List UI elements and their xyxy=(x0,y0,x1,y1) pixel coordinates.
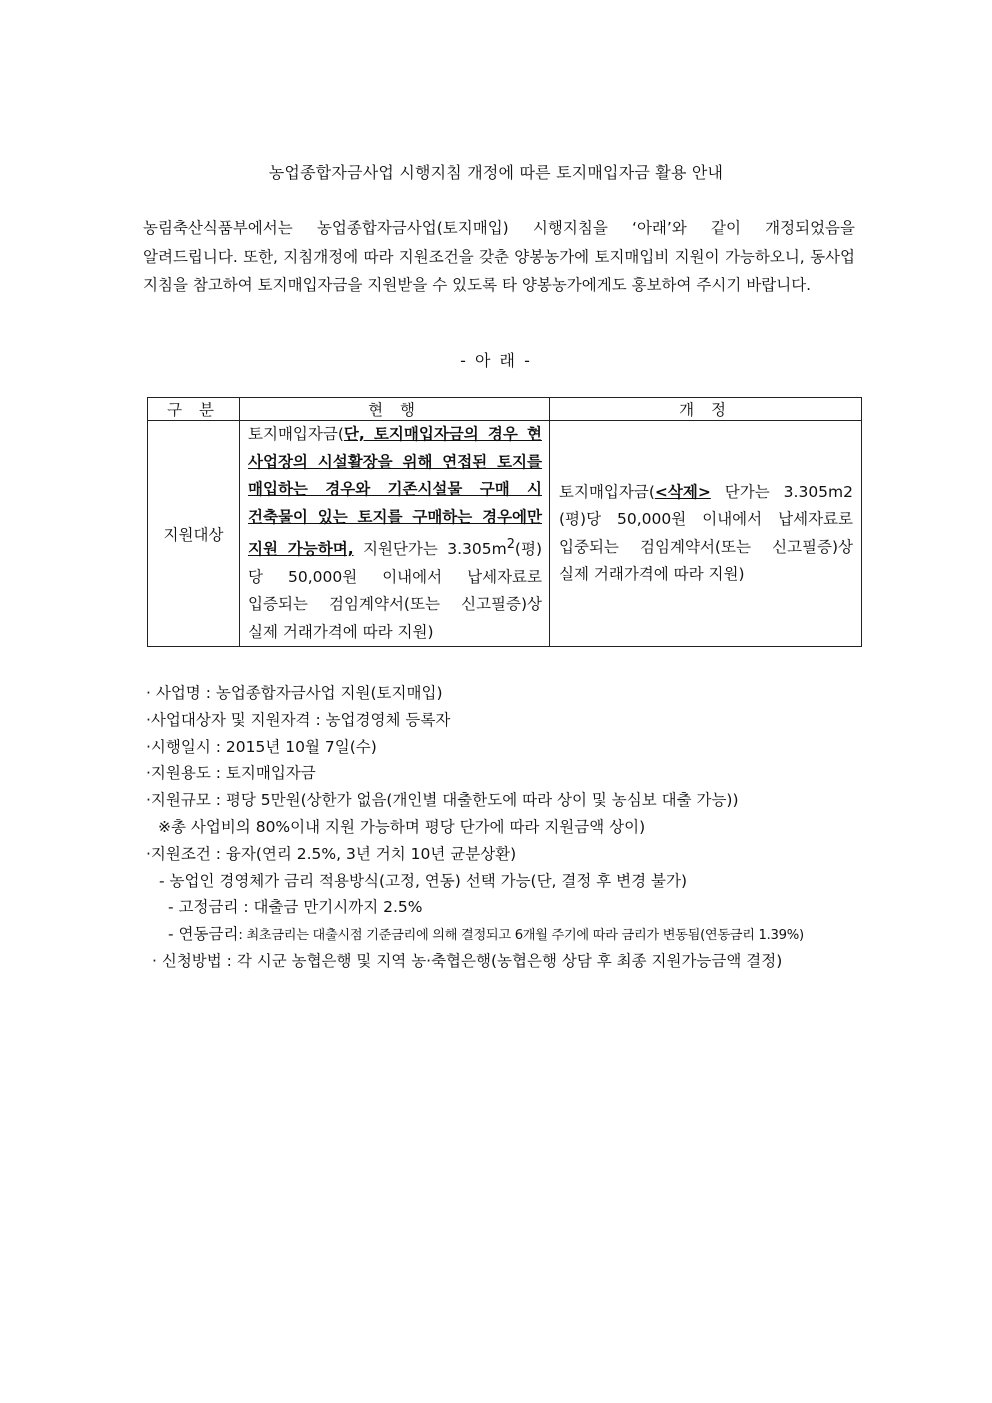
header-current: 현 행 xyxy=(240,398,550,421)
header-revised: 개 정 xyxy=(550,398,862,421)
info-rate-choice: - 농업인 경영체가 금리 적용방식(고정, 연동) 선택 가능(단, 결정 후 변경 불가) xyxy=(159,871,688,890)
current-text-superscript: 2 xyxy=(506,537,515,552)
revised-deleted-marker: <삭제> xyxy=(654,482,711,501)
program-info-list xyxy=(146,680,866,975)
table-row xyxy=(148,421,862,647)
current-text-part1: 토지매입자금( xyxy=(248,425,344,443)
header-category: 구 분 xyxy=(148,398,240,421)
info-eligibility: ·사업대상자 및 지원자격 : 농업경영체 등록자 xyxy=(146,710,451,729)
info-variable-rate xyxy=(146,921,866,948)
current-condition-highlight: 단, 토지매입자금의 경우 현 사업장의 시설활장을 위해 연접된 토지를 매입하는 경우와 기존시설물 구매 시 건축물이 있는 토지를 구매하는 경우에만 지원 가능하며, xyxy=(248,425,542,559)
info-fixed-rate: - 고정금리 : 대출금 만기시까지 2.5% xyxy=(168,898,423,917)
comparison-table xyxy=(147,397,862,647)
current-rule-cell xyxy=(240,421,550,647)
section-heading-below: - 아 래 - xyxy=(460,351,532,370)
info-effective-date: ·시행일시 : 2015년 10월 7일(수) xyxy=(146,737,377,756)
variable-rate-detail: : 최초금리는 대출시점 기준금리에 의해 결정되고 6개월 주기에 따라 금리가 변동됨(연동금리 1.39%) xyxy=(238,928,804,944)
table-header-row xyxy=(148,398,862,421)
revised-rule-cell xyxy=(550,421,862,647)
revised-text-part1: 토지매입자금( xyxy=(559,482,655,501)
info-project-name: · 사업명 : 농업종합자금사업 지원(토지매입) xyxy=(146,684,443,702)
current-text-part3: (평)당 50,000원 이내에서 납세자료로 입증되는 검임계약서(또는 신고필증)상 실제 거래가격에 따라 지원) xyxy=(248,540,542,641)
revised-text-part2: 단가는 3.305m2 (평)당 50,000원 이내에서 납세자료로 입중되는 검임계약서(또는 신고필증)상 실제 거래가격에 따라 지원) xyxy=(559,482,853,584)
info-conditions: ·지원조건 : 융자(연리 2.5%, 3년 거치 10년 균분상환) xyxy=(146,844,517,863)
intro-paragraph: 농림축산식품부에서는 농업종합자금사업(토지매입) 시행지침을 ‘아래’와 같이 개정되었음을 알려드립니다. 또한, 지침개정에 따라 지원조건을 갖춘 양봉농가에 토지매입비 지원이 가능하오니, 동사업 지침을 참고하여 토지매입자금을 지원받을 수 있도록 타 양봉농가에게도 홍보하여 주시기 바랍니다. xyxy=(143,219,855,294)
info-usage: ·지원용도 : 토지매입자금 xyxy=(146,764,316,783)
info-application-method: · 신청방법 : 각 시군 농협은행 및 지역 농·축협은행(농협은행 상담 후 최종 지원가능금액 결정) xyxy=(152,951,783,970)
document-title: 농업종합자금사업 시행지침 개정에 따른 토지매입자금 활용 안내 xyxy=(268,163,724,182)
row-label-support-target: 지원대상 xyxy=(148,421,240,647)
info-scale-note: ※총 사업비의 80%이내 지원 가능하며 평당 단가에 따라 지원금액 상이) xyxy=(158,817,646,836)
info-scale: ·지원규모 : 평당 5만원(상한가 없음(개인별 대출한도에 따라 상이 및 농심보 대출 가능)) xyxy=(146,791,739,810)
current-text-part2: 지원단가는 3.305m xyxy=(353,540,507,559)
variable-rate-label: - 연동금리 xyxy=(168,925,239,944)
